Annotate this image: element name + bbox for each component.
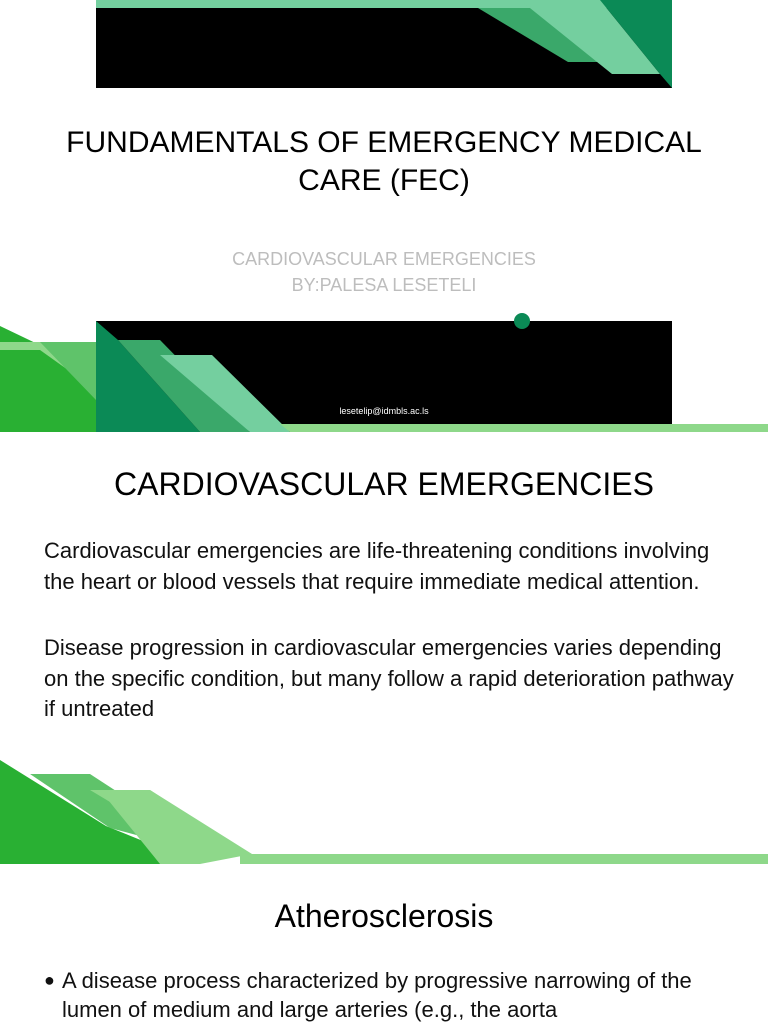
bottom-accent-strip (280, 424, 768, 432)
presentation-title: FUNDAMENTALS OF EMERGENCY MEDICAL CARE (FEC) (66, 126, 702, 197)
slide-heading: CARDIOVASCULAR EMERGENCIES (114, 466, 654, 502)
slide-heading: Atherosclerosis (274, 898, 494, 934)
paragraph-progression: Disease progression in cardiovascular emergencies varies depending on the specific condition, but many follow a rapid deterioration pathway if untreated (44, 635, 734, 721)
paragraph-definition: Cardiovascular emergencies are life-threatening conditions involving the heart or blood vessels that require immediate medical attention. (44, 538, 710, 594)
bullet-marker: ● (44, 970, 55, 990)
slide-atherosclerosis (0, 864, 768, 1024)
presentation-subtitle: CARDIOVASCULAR EMERGENCIES (232, 249, 536, 269)
author-email: lesetelip@idmbls.ac.ls (339, 406, 429, 416)
presentation-author: BY:PALESA LESETELI (291, 275, 477, 295)
slide1-decoration (0, 0, 768, 432)
slide-cardiovascular-emergencies (0, 432, 768, 864)
footer-accent-strip (240, 854, 768, 864)
slide-title (0, 0, 768, 432)
accent-dot (514, 313, 530, 329)
bullet-item (44, 966, 744, 1024)
slide2-decoration (0, 432, 768, 864)
bullet-text: A disease process characterized by progressive narrowing of the lumen of medium and large arteries (e.g., the aorta (62, 968, 692, 1022)
